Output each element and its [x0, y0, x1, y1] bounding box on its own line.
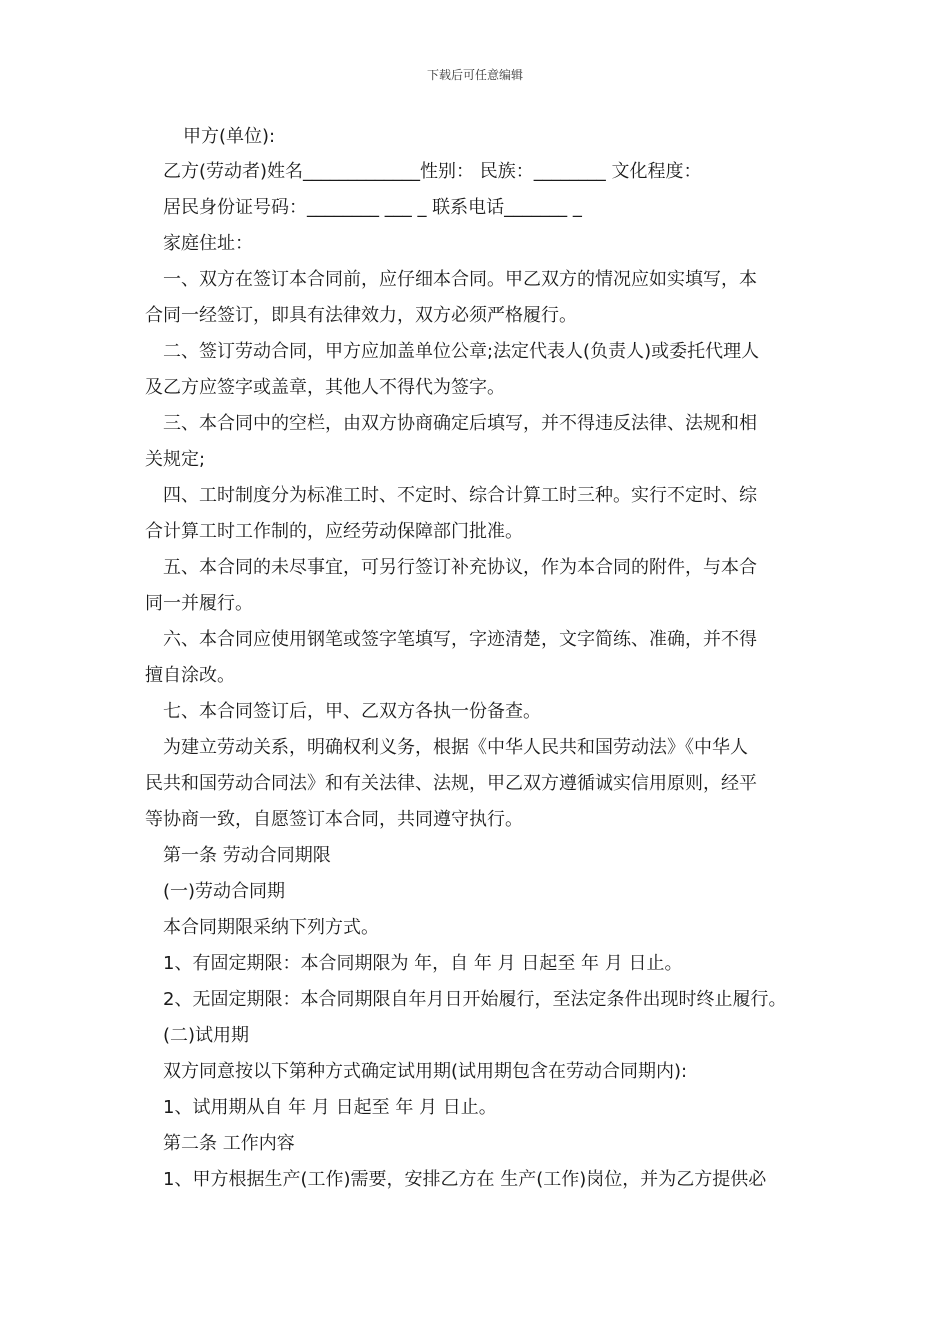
address-line: 家庭住址：: [163, 233, 253, 254]
section-heading: 第一条 劳动合同期限: [163, 845, 331, 866]
party-a-line: 甲方(单位):: [183, 126, 276, 147]
paragraph-line: 关规定;: [145, 449, 206, 470]
subsection-heading: (二)试用期: [163, 1025, 250, 1046]
section-heading: 第二条 工作内容: [163, 1133, 295, 1154]
paragraph-line: 合计算工时工作制的，应经劳动保障部门批准。: [145, 521, 523, 542]
paragraph-line: 六、本合同应使用钢笔或签字笔填写，字迹清楚，文字简练、准确，并不得: [163, 629, 757, 650]
paragraph-line: 及乙方应签字或盖章，其他人不得代为签字。: [145, 377, 505, 398]
page-header: 下载后可任意编辑: [426, 68, 523, 82]
paragraph-line: 同一并履行。: [145, 593, 253, 614]
paragraph-line: 七、本合同签订后，甲、乙双方各执一份备查。: [163, 701, 541, 722]
paragraph-line: 四、工时制度分为标准工时、不定时、综合计算工时三种。实行不定时、综: [163, 485, 757, 506]
paragraph-line: 等协商一致，自愿签订本合同，共同遵守执行。: [145, 809, 523, 830]
paragraph-line: 二、签订劳动合同，甲方应加盖单位公章;法定代表人(负责人)或委托代理人: [163, 341, 760, 362]
paragraph-line: 一、双方在签订本合同前，应仔细本合同。甲乙双方的情况应如实填写，本: [163, 269, 757, 290]
list-item: 1、试用期从自 年 月 日起至 年 月 日止。: [163, 1097, 497, 1118]
list-item: 2、无固定期限：本合同期限自年月日开始履行，至法定条件出现时终止履行。: [163, 989, 787, 1010]
list-item: 1、甲方根据生产(工作)需要，安排乙方在 生产(工作)岗位，并为乙方提供必: [163, 1169, 767, 1190]
paragraph-line: 三、本合同中的空栏，由双方协商确定后填写，并不得违反法律、法规和相: [163, 413, 757, 434]
paragraph-line: 民共和国劳动合同法》和有关法律、法规，甲乙双方遵循诚实信用原则，经平: [145, 773, 757, 794]
paragraph-line: 为建立劳动关系，明确权利义务，根据《中华人民共和国劳动法》《中华人: [163, 737, 748, 758]
subsection-heading: (一)劳动合同期: [163, 881, 286, 902]
paragraph-line: 双方同意按以下第种方式确定试用期(试用期包含在劳动合同期内):: [163, 1061, 688, 1082]
list-item: 1、有固定期限：本合同期限为 年，自 年 月 日起至 年 月 日止。: [163, 953, 683, 974]
id-phone-line: 居民身份证号码：________ ___ _ 联系电话_______ _: [163, 197, 582, 218]
paragraph-line: 五、本合同的未尽事宜，可另行签订补充协议，作为本合同的附件，与本合: [163, 557, 757, 578]
paragraph-line: 合同一经签订，即具有法律效力，双方必须严格履行。: [145, 305, 577, 326]
paragraph-line: 擅自涂改。: [145, 665, 235, 686]
party-b-line: 乙方(劳动者)姓名_____________性别： 民族：________ 文化程度：: [163, 161, 702, 182]
paragraph-line: 本合同期限采纳下列方式。: [163, 917, 379, 938]
